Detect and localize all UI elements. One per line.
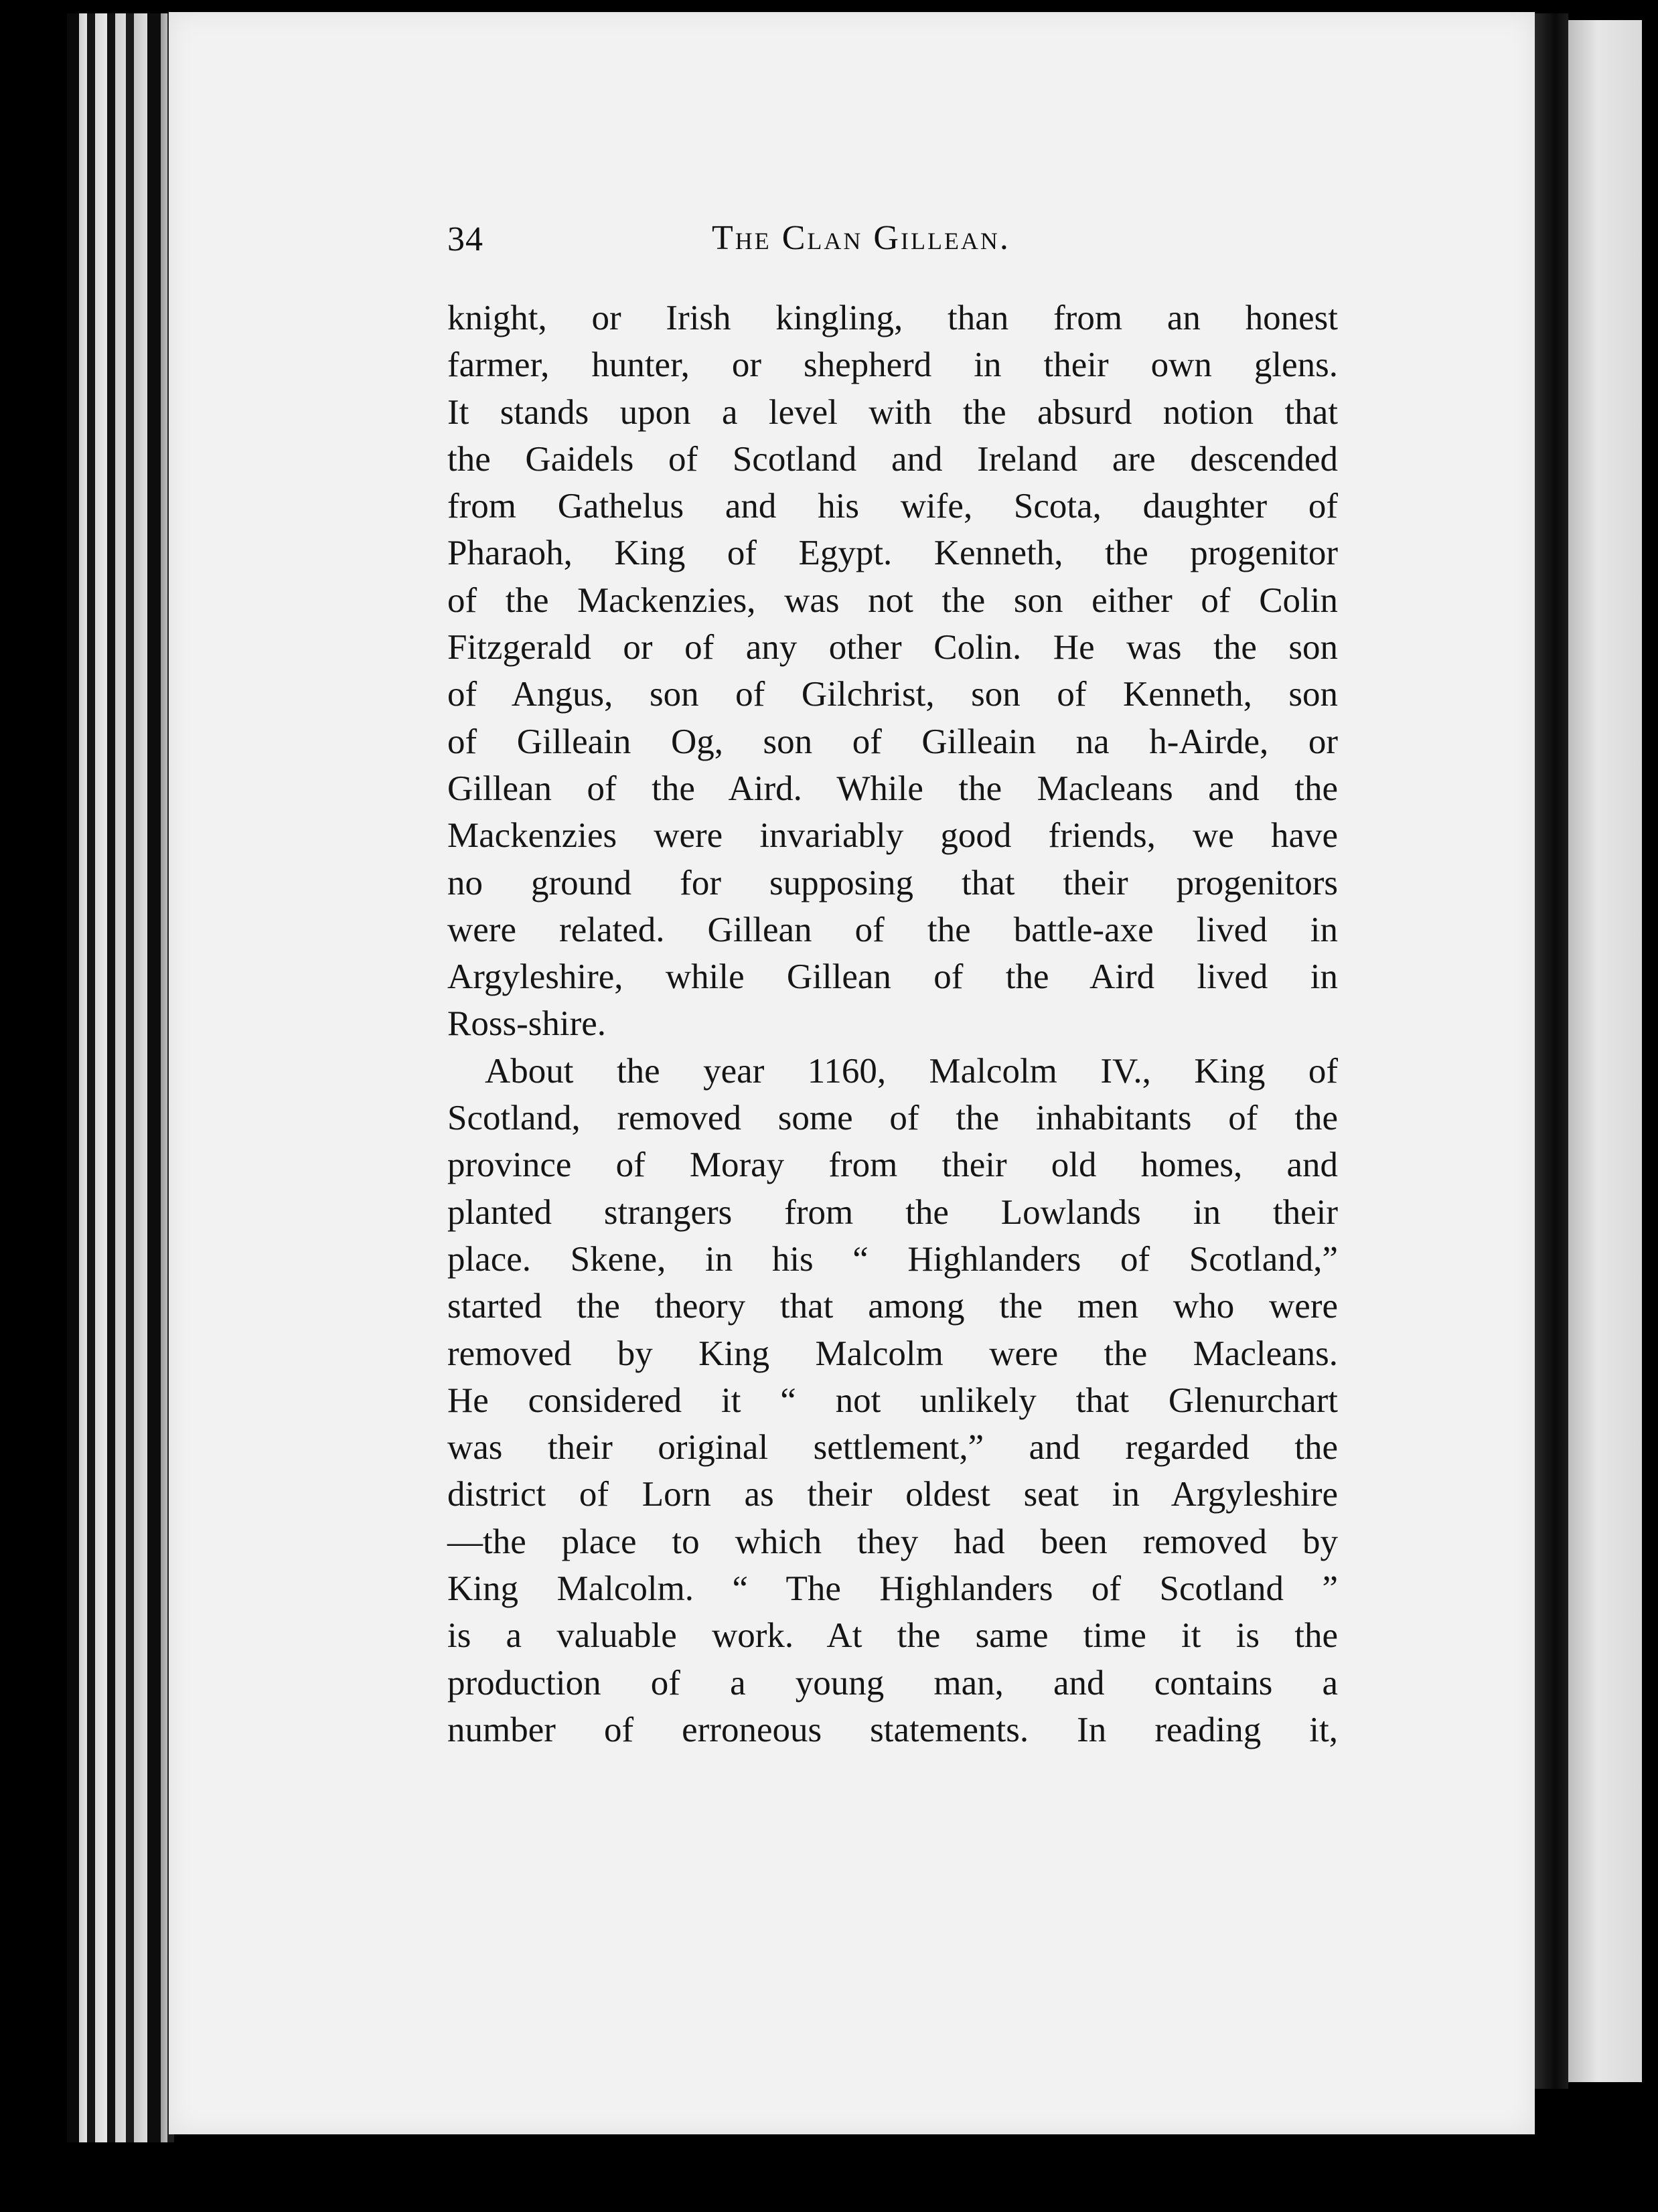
text-line: district of Lorn as their oldest seat in Argyleshire xyxy=(447,1475,1338,1514)
text-line: Gillean of the Aird. While the Macleans and the xyxy=(447,769,1338,808)
text-line: number of erroneous statements. In reading it, xyxy=(447,1710,1338,1749)
gutter-shadow xyxy=(1535,13,1568,2089)
running-head xyxy=(447,213,1338,266)
text-line: from Gathelus and his wife, Scota, daughter of xyxy=(447,487,1338,526)
text-line: started the theory that among the men who were xyxy=(447,1287,1338,1326)
paragraph-1 xyxy=(447,295,1338,1048)
text-line: is a valuable work. At the same time it is the xyxy=(447,1616,1338,1656)
text-line: Argyleshire, while Gillean of the Aird lived in xyxy=(447,957,1338,997)
text-line: production of a young man, and contains a xyxy=(447,1663,1338,1703)
text-line: Fitzgerald or of any other Colin. He was the son xyxy=(447,628,1338,667)
next-page-edge xyxy=(1568,20,1642,2082)
text-line: —the place to which they had been removed by xyxy=(447,1522,1338,1561)
book-binding-edge xyxy=(67,13,174,2142)
text-line: no ground for supposing that their progenitors xyxy=(447,863,1338,902)
text-line: of the Mackenzies, was not the son either of Colin xyxy=(447,580,1338,620)
text-line: planted strangers from the Lowlands in their xyxy=(447,1192,1338,1232)
text-line: the Gaidels of Scotland and Ireland are descended xyxy=(447,439,1338,479)
text-line: farmer, hunter, or shepherd in their own glens. xyxy=(447,345,1338,385)
page-number: 34 xyxy=(447,220,483,258)
running-title: The Clan Gillean. xyxy=(712,219,1010,257)
text-line: About the year 1160, Malcolm IV., King of xyxy=(485,1051,1338,1091)
text-line: removed by King Malcolm were the Macleans. xyxy=(447,1334,1338,1373)
text-line: of Gilleain Og, son of Gilleain na h-Airde, or xyxy=(447,722,1338,761)
text-line: It stands upon a level with the absurd notion that xyxy=(447,392,1338,432)
text-line: place. Skene, in his “ Highlanders of Scotland,” xyxy=(447,1239,1338,1279)
text-line: Mackenzies were invariably good friends, we have xyxy=(447,816,1338,856)
body-text xyxy=(447,295,1338,1753)
text-line: were related. Gillean of the battle-axe lived in xyxy=(447,910,1338,949)
text-line: province of Moray from their old homes, and xyxy=(447,1146,1338,1185)
text-line: He considered it “ not unlikely that Glenurchart xyxy=(447,1380,1338,1420)
text-line: knight, or Irish kingling, than from an honest xyxy=(447,299,1338,337)
text-line: Scotland, removed some of the inhabitants of the xyxy=(447,1099,1338,1138)
paragraph-2 xyxy=(447,1048,1338,1753)
text-line: King Malcolm. “ The Highlanders of Scotland ” xyxy=(447,1569,1338,1609)
text-line: of Angus, son of Gilchrist, son of Kenneth, son xyxy=(447,675,1338,714)
text-line: was their original settlement,” and regarded the xyxy=(447,1428,1338,1468)
text-line: Pharaoh, King of Egypt. Kenneth, the progenitor xyxy=(447,534,1338,573)
text-line: Ross-shire. xyxy=(447,1004,607,1044)
